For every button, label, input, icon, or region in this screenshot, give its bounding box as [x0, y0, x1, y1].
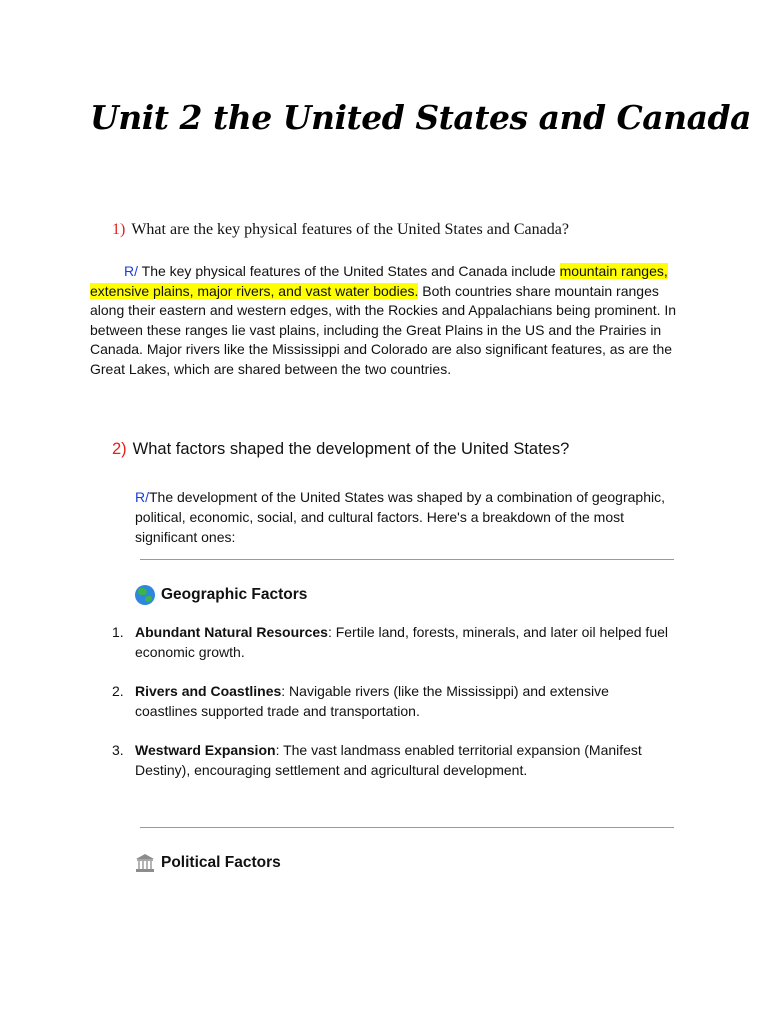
question-2-text: What factors shaped the development of the United States? — [132, 440, 570, 458]
list-item-number: 3. — [112, 742, 124, 758]
answer-1 — [90, 262, 680, 380]
list-item — [110, 622, 670, 662]
list-item-description: : The vast landmass enabled territorial expansion (Manifest Destiny), encouraging settlement and agricultural development. — [135, 742, 642, 778]
answer-1-highlight: mountain ranges, extensive plains, major rivers, and vast water bodies. — [90, 263, 668, 299]
section-heading-geographic-text: Geographic Factors — [161, 586, 308, 603]
question-2-number: 2) — [112, 440, 127, 458]
divider-1 — [140, 559, 674, 560]
list-item — [110, 740, 670, 780]
question-1-text: What are the key physical features of the United States and Canada? — [131, 221, 569, 238]
answer-1-marker: R/ — [124, 263, 138, 279]
list-item-number: 2. — [112, 683, 124, 699]
list-item — [110, 681, 670, 721]
list-item-number: 1. — [112, 624, 124, 640]
list-item-description: : Fertile land, forests, minerals, and later oil helped fuel economic growth. — [135, 624, 668, 660]
answer-2-marker: R/ — [135, 489, 149, 505]
answer-2 — [135, 487, 675, 547]
section-heading-political-text: Political Factors — [161, 854, 281, 871]
question-2 — [112, 440, 569, 459]
answer-1-text-before: The key physical features of the United States and Canada include — [138, 263, 560, 279]
section-heading-geographic — [135, 585, 307, 605]
geographic-factors-list — [110, 622, 670, 799]
classical-building-icon — [135, 853, 155, 873]
section-heading-political — [135, 853, 281, 873]
divider-2 — [140, 827, 674, 828]
globe-icon — [135, 585, 155, 605]
question-1 — [112, 221, 569, 239]
answer-2-text: The development of the United States was shaped by a combination of geographic, political, economic, social, and cultural factors. Here's a breakdown of the most significant ones: — [135, 489, 665, 545]
list-item-term: Rivers and Coastlines — [135, 683, 282, 699]
list-item-description: : Navigable rivers (like the Mississippi) and extensive coastlines supported trade and transportation. — [135, 683, 609, 719]
question-1-number: 1) — [112, 221, 126, 238]
answer-1-text-after: Both countries share mountain ranges along their eastern and western edges, with the Rockies and Appalachians being prominent. In between these ranges lie vast plains, including the Great Plains in the US and the Prairies in Canada. Major rivers like the Mississippi and Colorado are also significant features, as are the Great Lakes, which are shared between the two countries. — [90, 282, 677, 377]
list-item-term: Abundant Natural Resources — [135, 624, 328, 640]
list-item-term: Westward Expansion — [135, 742, 276, 758]
document-title: Unit 2 the United States and Canada — [90, 98, 751, 137]
